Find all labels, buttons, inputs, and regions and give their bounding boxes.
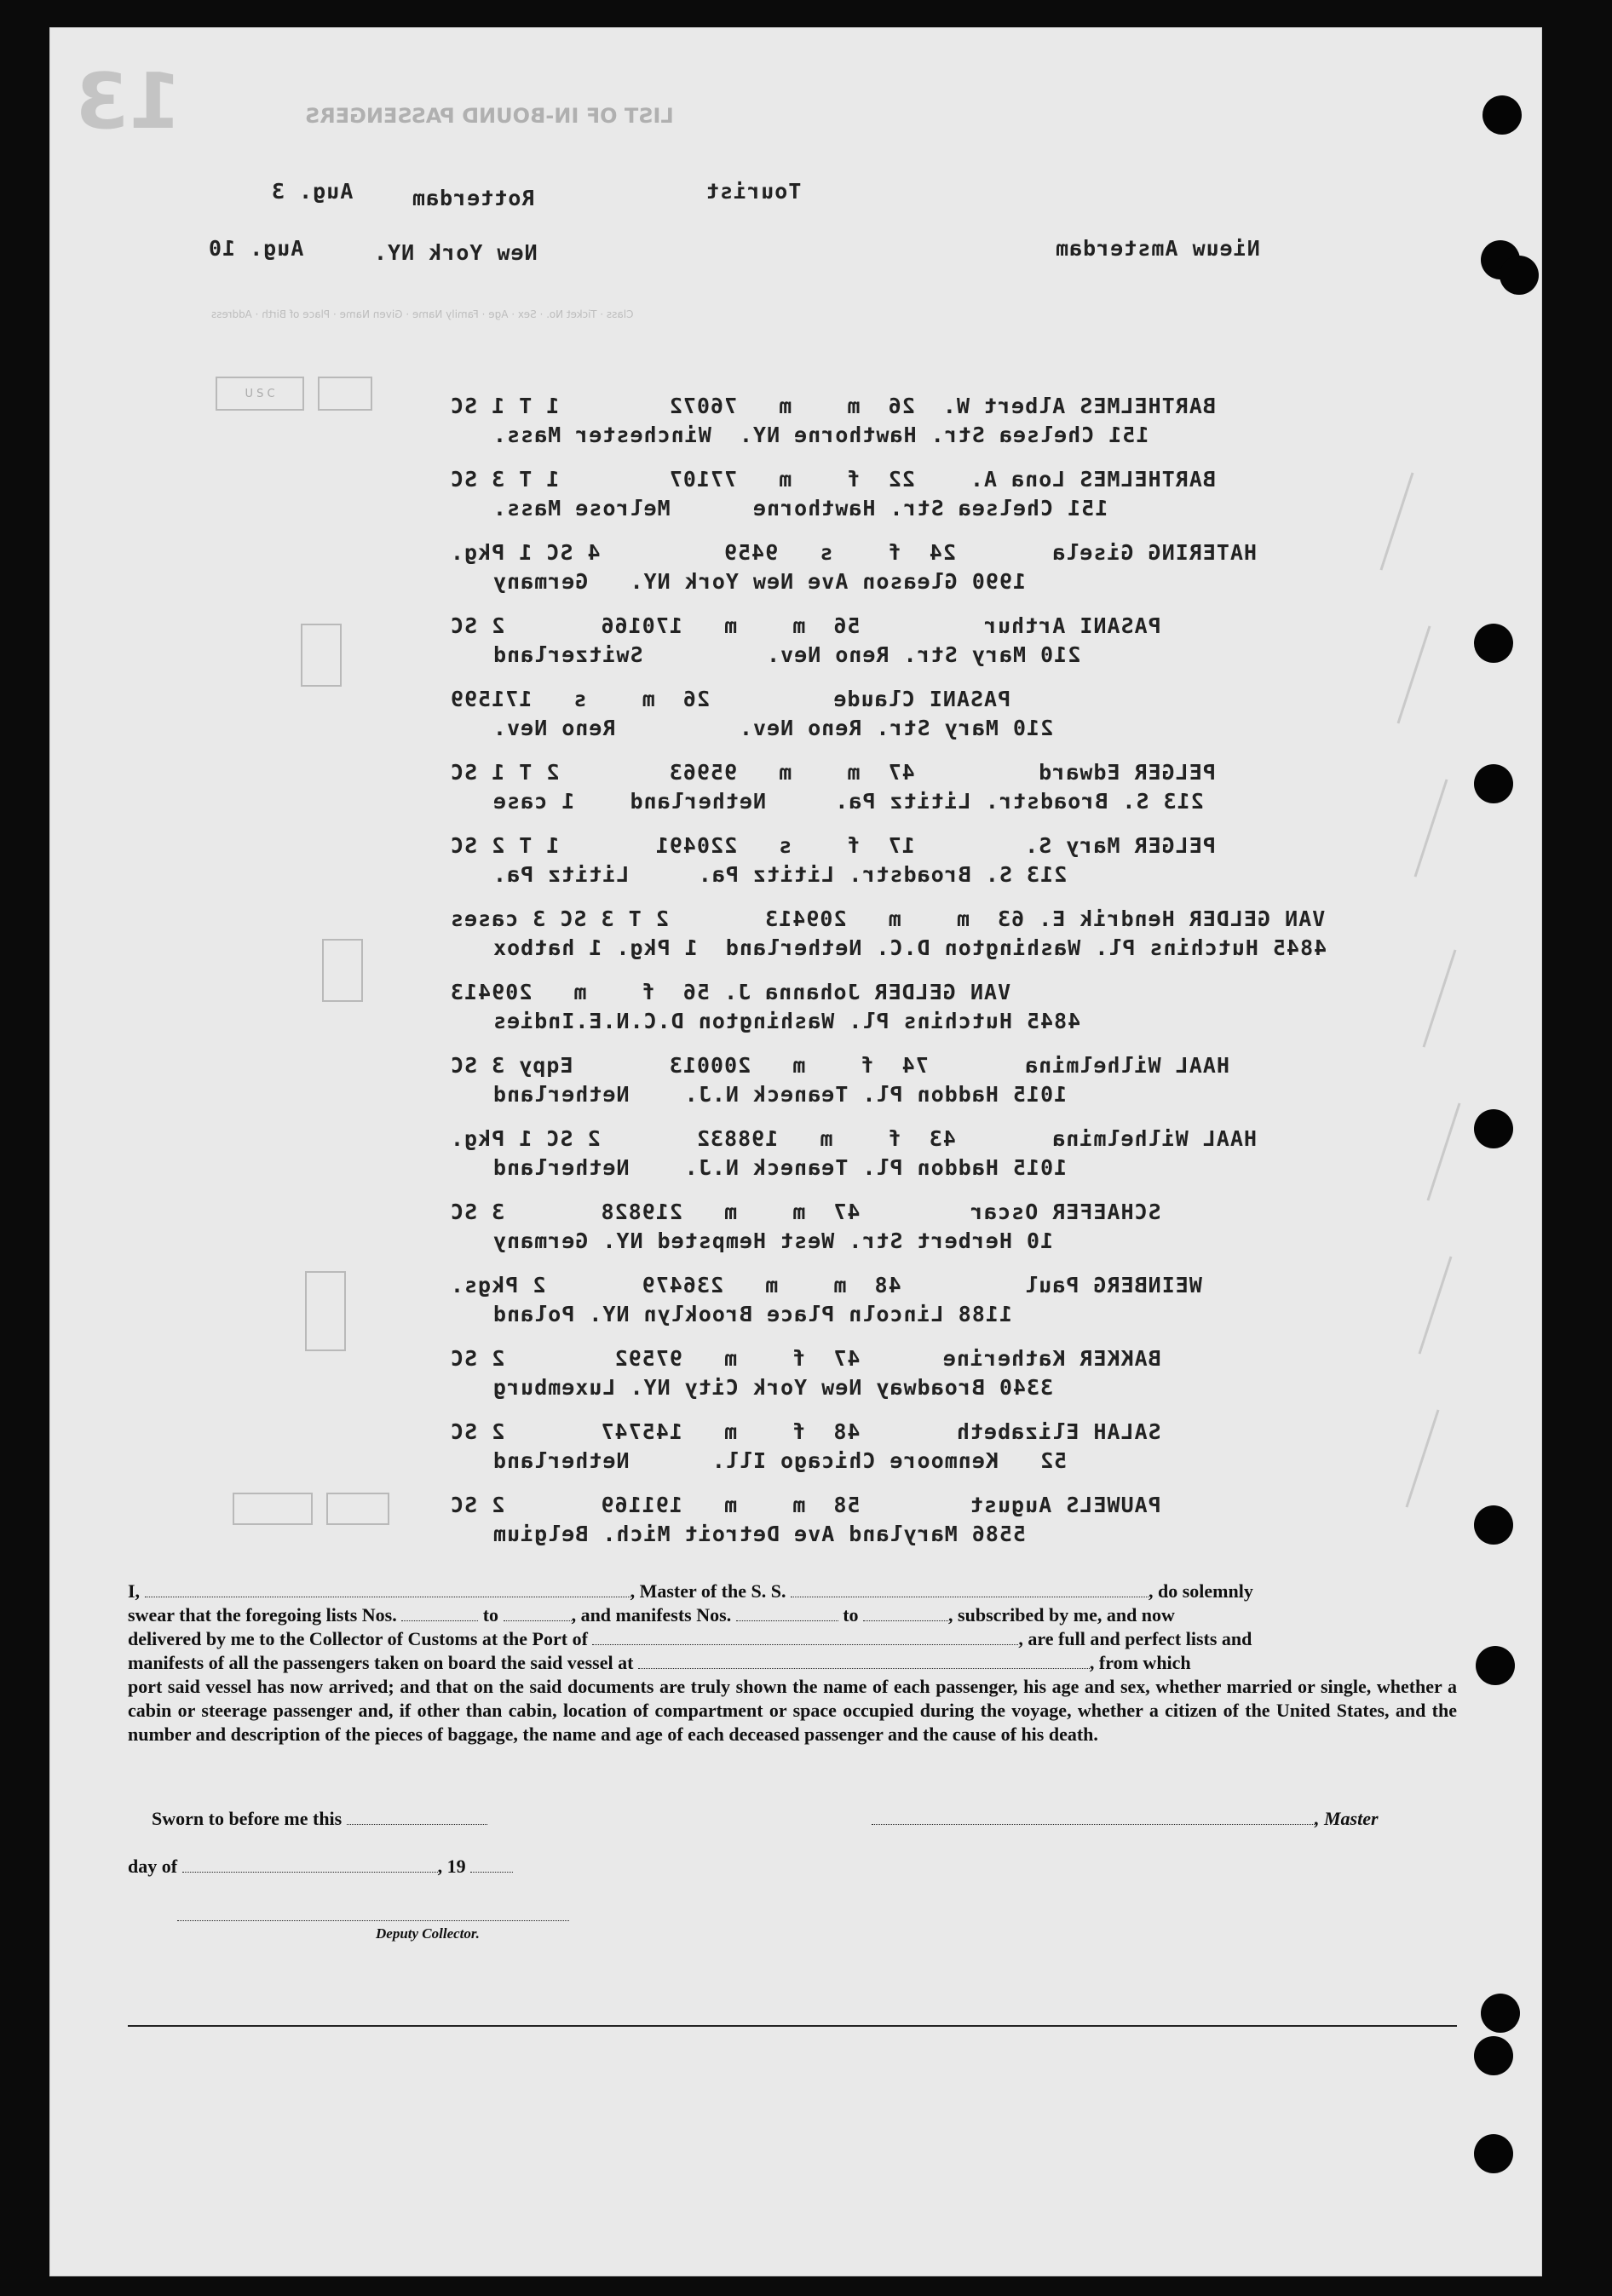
binder-hole <box>1474 764 1513 803</box>
pencil-mark <box>1419 1256 1453 1354</box>
manifest-from-field <box>736 1605 838 1621</box>
bottom-rule <box>128 2025 1457 2027</box>
month-field <box>182 1856 438 1873</box>
stamp: U S C <box>216 377 304 411</box>
manifest-to-field <box>863 1605 948 1621</box>
passenger-address: 5586 Maryland Ave Detroit Mich. Belgium <box>492 1522 1026 1546</box>
stamp <box>233 1493 313 1525</box>
passenger-line: WEINBERG Paul 48 m m 236479 2 Pkgs. <box>450 1273 1202 1298</box>
sworn-line <box>152 1808 487 1830</box>
passenger-line: BARTHELMES Albert W. 26 m m 76072 1 T 1 SC <box>450 394 1216 418</box>
pencil-mark <box>1380 472 1414 570</box>
passenger-line: HAAL Wilhelmina 74 f m 200013 Eqpy 3 SC <box>450 1053 1229 1078</box>
decl-text: , Master of the S. S. <box>630 1580 786 1602</box>
decl-body: port said vessel has now arrived; and that on the said documents are truly shown the name of each passenger, his age and sex, whether married or single, whether a cabin or steerage passenger and, if other than cabin, location of compartment or space occupied during the voyage, whether a citizen of the United States, and the number and description of the pieces of baggage, the name and age of each deceased passenger and the cause of his death. <box>128 1676 1457 1745</box>
passenger-line: PELGER Edward 47 m m 95963 2 T 1 SC <box>450 760 1216 785</box>
decl-text: manifests of all the passengers taken on board the said vessel at <box>128 1652 634 1673</box>
master-signature-field <box>872 1809 1315 1825</box>
pencil-mark <box>1423 949 1457 1047</box>
sworn-day-field <box>347 1809 487 1825</box>
binder-hole <box>1500 256 1539 295</box>
passenger-line: HATERING Gisela 24 f s 9459 4 SC 1 Pkg. <box>450 540 1258 565</box>
decl-text: , do solemnly <box>1148 1580 1253 1602</box>
master-declaration <box>128 1580 1457 1746</box>
year-field <box>470 1856 513 1873</box>
list-to-field <box>504 1605 572 1621</box>
passenger-line: BAKKER Katherine 47 f m 97592 2 SC <box>450 1346 1161 1371</box>
decl-text: swear that the foregoing lists Nos. <box>128 1604 397 1626</box>
column-headers-bleedthrough: Class · Ticket No. · Sex · Age · Family Name · Given Name · Place of Birth · Address <box>211 308 634 320</box>
passenger-address: 151 Chelsea Str. Hawthorne Melrose Mass. <box>492 496 1108 521</box>
departure-port-field <box>638 1653 1090 1669</box>
pencil-mark <box>1427 1102 1461 1200</box>
page-number-bleedthrough: 13 <box>75 57 182 147</box>
master-signature-line <box>872 1808 1379 1830</box>
list-from-field <box>401 1605 478 1621</box>
document-page <box>49 27 1542 2276</box>
binder-hole <box>1474 2134 1513 2173</box>
passenger-address: 213 S. Broadstr. Lititz Pa. Lititz Pa. <box>492 862 1068 887</box>
day-of-label: day of <box>128 1856 178 1877</box>
passenger-line: VAN GELDER Johanna J. 56 f m 209413 <box>450 980 1011 1004</box>
passenger-line: SCHAEFER Oscar 47 m m 219828 3 SC <box>450 1200 1161 1224</box>
stamp <box>318 377 372 411</box>
port-field <box>592 1629 1018 1645</box>
form-title-bleedthrough: LIST OF IN-BOUND PASSENGERS <box>305 104 674 128</box>
passenger-address: 210 Mary Str. Reno Nev. Switzerland <box>492 642 1081 667</box>
pencil-mark <box>1414 779 1448 877</box>
stamp <box>326 1493 389 1525</box>
binder-hole <box>1474 1505 1513 1545</box>
deputy-signature-field <box>177 1920 569 1921</box>
master-name-field <box>145 1581 630 1597</box>
passenger-address: 1990 Gleason Ave New York NY. Germany <box>492 569 1026 594</box>
ship-name-field <box>791 1581 1149 1597</box>
decl-text: I, <box>128 1580 141 1602</box>
passenger-address: 1015 Haddon Pl. Teaneck N.J. Netherland <box>492 1082 1068 1107</box>
passenger-line: VAN GELDER Hendrik E. 63 m m 209413 2 T 3 SC 3 cases <box>450 906 1326 931</box>
passenger-line: PAUWELS August 58 m m 191169 2 SC <box>450 1493 1161 1517</box>
binder-hole <box>1474 1109 1513 1148</box>
arrival-date: Aug. 10 <box>208 236 304 261</box>
passenger-address: 151 Chelsea Str. Hawthorne NY. Winchester Mass. <box>492 423 1149 447</box>
passenger-line: BARTHELMES Lona A. 22 f m 77107 1 T 3 SC <box>450 467 1216 492</box>
passenger-address: 52 Kenmoore Chicago Ill. Netherland <box>492 1448 1068 1473</box>
vessel-name: Nieuw Amsterdam <box>1055 236 1260 261</box>
sworn-label: Sworn to before me this <box>152 1808 343 1829</box>
pencil-mark <box>1397 625 1431 723</box>
decl-text: , are full and perfect lists and <box>1018 1628 1252 1649</box>
decl-text: , and manifests Nos. <box>571 1604 732 1626</box>
arrival-port: New York NY. <box>373 240 538 265</box>
binder-hole <box>1481 1994 1520 2033</box>
year-label: , 19 <box>437 1856 466 1877</box>
stamp <box>305 1271 346 1351</box>
passenger-address: 10 Herbert Str. West Hempsted NY. Germany <box>492 1229 1054 1253</box>
binder-hole <box>1476 1646 1515 1685</box>
passenger-line: PASANI Claude 26 m s 171599 <box>450 687 1011 711</box>
passenger-address: 1015 Haddon Pl. Teaneck N.J. Netherland <box>492 1155 1068 1180</box>
passenger-address: 210 Mary Str. Reno Nev. Reno Nev. <box>492 716 1054 740</box>
binder-hole <box>1474 624 1513 663</box>
binder-hole <box>1482 95 1522 135</box>
decl-text: , from which <box>1089 1652 1191 1673</box>
master-label: , Master <box>1315 1808 1379 1829</box>
depart-date: Aug. 3 <box>271 179 354 204</box>
decl-text: to <box>843 1604 859 1626</box>
passenger-address: 1188 Lincoln Place Brooklyn NY. Poland <box>492 1302 1012 1326</box>
pencil-mark <box>1406 1409 1440 1507</box>
passenger-line: PASANI Arthur 56 m m 170166 2 SC <box>450 613 1161 638</box>
day-of-line <box>128 1856 513 1878</box>
class-label: Tourist <box>705 179 802 204</box>
passenger-line: HAAL Wilhelmina 43 f m 198832 2 SC 1 Pkg. <box>450 1126 1258 1151</box>
decl-text: , subscribed by me, and now <box>948 1604 1175 1626</box>
passenger-address: 213 S. Broadstr. Lititz Pa. Netherland 1 case <box>492 789 1204 814</box>
passenger-address: 4845 Hutchins Pl. Washington D.C.N.E.Indies <box>492 1009 1081 1033</box>
stamp <box>322 939 363 1002</box>
decl-text: delivered by me to the Collector of Customs at the Port of <box>128 1628 588 1649</box>
binder-hole <box>1474 2036 1513 2075</box>
from-port: Rotterdam <box>412 186 535 210</box>
passenger-line: PELGER Mary S. 17 f s 220491 1 T 2 SC <box>450 833 1216 858</box>
decl-text: to <box>482 1604 499 1626</box>
passenger-line: SALAH Elizabeth 48 f m 145747 2 SC <box>450 1419 1161 1444</box>
passenger-address: 3340 Broadway New York City NY. Luxemburg <box>492 1375 1054 1400</box>
passenger-address: 4845 Hutchins Pl. Washington D.C. Netherland 1 Pkg. 1 hatbox <box>492 935 1327 960</box>
stamp <box>301 624 342 687</box>
deputy-label: Deputy Collector. <box>376 1925 480 1942</box>
